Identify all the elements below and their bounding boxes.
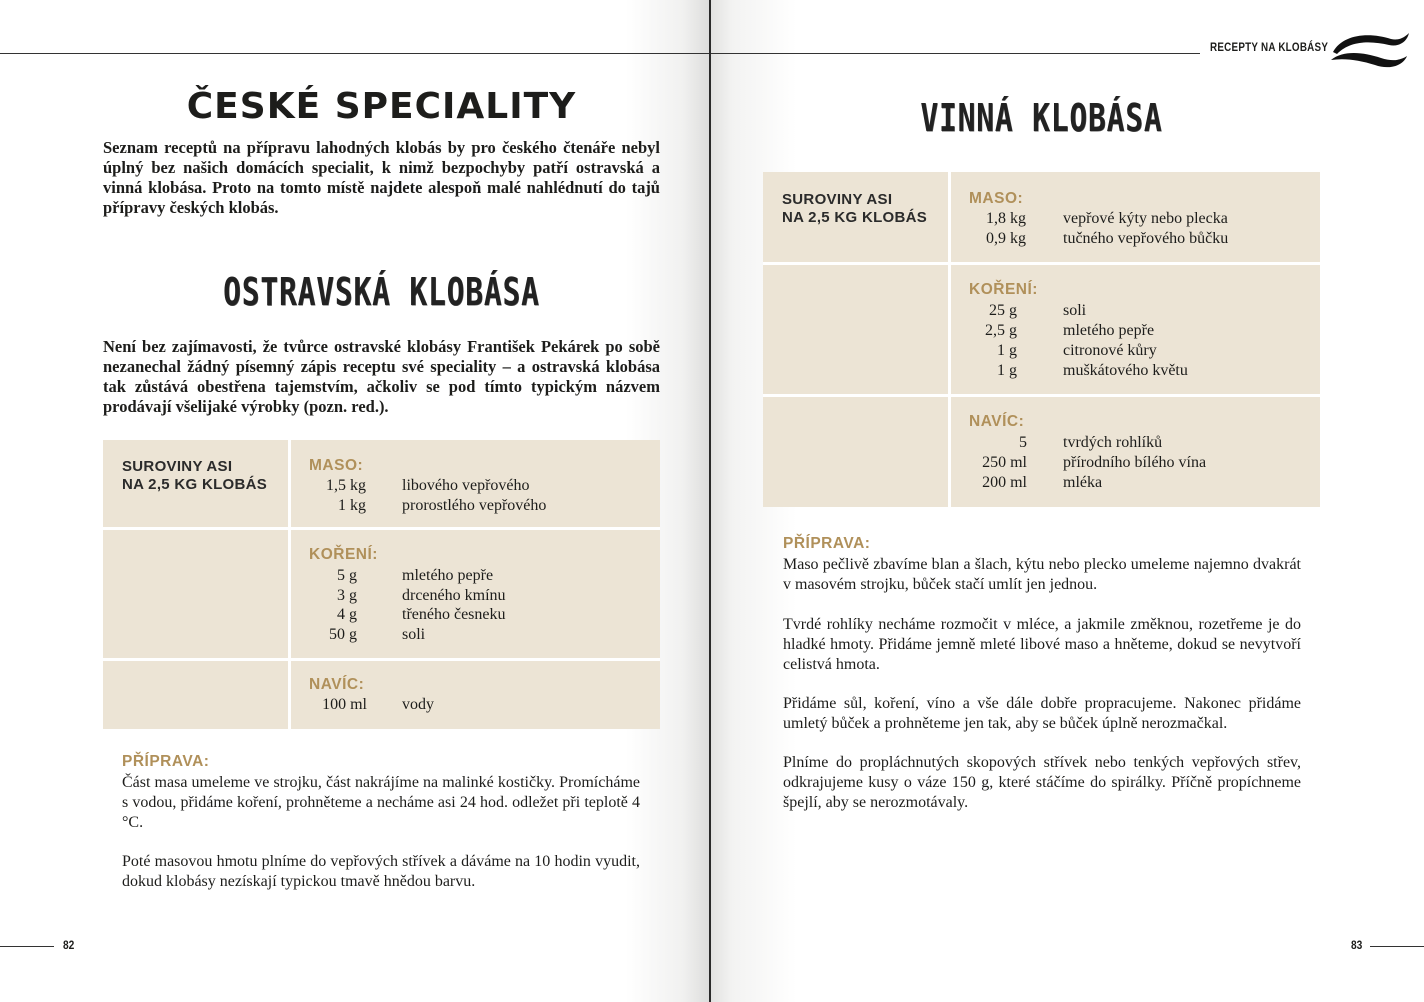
ingredients-label-line1: SUROVINY ASI <box>122 458 233 475</box>
page-title: ČESKÉ SPECIALITY <box>186 86 577 127</box>
table-row-maso <box>763 172 1320 265</box>
ingredient-name: přírodního bílého vína <box>1063 454 1207 471</box>
ingredient-qty: 1,8 kg <box>986 210 1026 227</box>
ingredient-name: tučného vepřového bůčku <box>1063 230 1229 247</box>
ingredient-qty: 1 g <box>997 342 1017 359</box>
ingredient-name: mléka <box>1063 474 1103 491</box>
section-title: MASO: <box>969 190 1024 207</box>
ingredient-qty: 100 ml <box>322 696 367 713</box>
ingredient-name: třeného česneku <box>402 606 506 623</box>
section-title: KOŘENÍ: <box>969 281 1038 298</box>
recipe-intro: Není bez zajímavosti, že tvůrce ostravské klobásy František Pekárek po sobě nezanechal žádný písemný zápis receptu své speciality – a ostravská klobása tak zůstává obestřena tajemstvím, ačkoliv se pod tímto typickým názvem prodávají všelijaké výrobky (pozn. red.). <box>103 337 660 416</box>
left-page <box>0 0 711 1002</box>
ingredient-qty: 2,5 g <box>985 322 1017 339</box>
ingredients-table <box>763 172 1320 507</box>
ingredient-name: tvrdých rohlíků <box>1063 434 1163 451</box>
ingredient-qty: 5 g <box>337 567 357 584</box>
ingredient-name: citronové kůry <box>1063 342 1157 359</box>
preparation-paragraph: Přidáme sůl, koření, víno a vše dále dobře propracujeme. Nakonec přidáme umletý bůček a prohněteme jen tak, aby se bůček úplně nerozmačkal. <box>783 695 1301 732</box>
ingredient-qty: 250 ml <box>982 454 1027 471</box>
section-title: MASO: <box>309 457 364 474</box>
section-title: KOŘENÍ: <box>309 546 378 563</box>
book-gutter <box>709 0 711 1002</box>
preparation-title: PŘÍPRAVA: <box>783 535 871 552</box>
ingredients-label <box>122 458 267 494</box>
preparation-paragraph: Maso pečlivě zbavíme blan a šlach, kýtu nebo plecko umeleme najemno dvakrát v masovém strojku, bůček stačí umlít jen jednou. <box>783 556 1301 593</box>
footer-rule <box>0 946 54 947</box>
ingredient-name: soli <box>1063 302 1087 319</box>
ingredients-label-line2: NA 2,5 KG KLOBÁS <box>122 476 268 493</box>
table-row-maso <box>103 440 660 530</box>
section-header-label: RECEPTY NA KLOBÁSY <box>1210 40 1329 54</box>
ingredient-qty: 3 g <box>337 587 357 604</box>
preparation-paragraph: Část masa umeleme ve strojku, část nakrájíme na malinké kostičky. Promícháme s vodou, přidáme koření, prohněteme a necháme asi 24 hod. odležet při teplotě 4 °C. <box>122 774 640 831</box>
right-page <box>711 0 1424 1002</box>
preparation-paragraph: Poté masovou hmotu plníme do vepřových střívek a dáváme na 10 hodin vyudit, dokud klobásy nezískají typickou tmavě hnědou barvu. <box>122 853 640 890</box>
ingredients-label-line2: NA 2,5 KG KLOBÁS <box>782 209 928 226</box>
section-title: NAVÍC: <box>309 676 365 693</box>
ingredient-name: vody <box>402 696 434 713</box>
intro-paragraph: Seznam receptů na přípravu lahodných klobás by pro českého čtenáře nebyl úplný bez našich domácích specialit, k nimž bezpochyby patří ostravská a vinná klobása. Proto na tomto místě najdete alespoň malé nahlédnutí do tajů přípravy českých klobás. <box>103 138 660 217</box>
ingredient-name: muškátového květu <box>1063 362 1188 379</box>
ingredient-name: soli <box>402 626 426 643</box>
ingredient-name: mletého pepře <box>402 567 494 584</box>
table-row-koreni <box>763 265 1320 397</box>
ingredient-name: vepřové kýty nebo plecka <box>1063 210 1228 227</box>
ingredient-qty: 1 kg <box>338 497 366 514</box>
ingredient-qty: 5 <box>1019 434 1027 451</box>
ingredient-name: mletého pepře <box>1063 322 1155 339</box>
section-title: NAVÍC: <box>969 413 1025 430</box>
header-rule <box>711 53 1200 54</box>
preparation-paragraph: Plníme do propláchnutých skopových střívek nebo tenkých vepřových střev, odkrajujeme kusy o váze 150 g, které stáčíme do spirálky. Příčně propíchneme špejlí, aby se nerozmotávaly. <box>783 754 1301 811</box>
page-number: 82 <box>63 938 75 952</box>
ingredient-qty: 50 g <box>329 626 357 643</box>
ingredient-name: prorostlého vepřového <box>402 497 547 514</box>
ingredient-name: drceného kmínu <box>402 587 506 604</box>
preparation-title: PŘÍPRAVA: <box>122 753 210 770</box>
header-rule <box>0 53 711 54</box>
footer-rule <box>1370 946 1424 947</box>
recipe-title: OSTRAVSKÁ KLOBÁSA <box>223 270 540 314</box>
page-number: 83 <box>1351 938 1363 952</box>
ingredient-qty: 1,5 kg <box>326 477 366 494</box>
preparation-paragraph: Tvrdé rohlíky necháme rozmočit v mléce, a jakmile změknou, rozetřeme je do hladké hmoty. Přidáme jemně mleté libové maso a hněteme, dokud se nevytvoří celistvá hmota. <box>783 616 1301 673</box>
ingredient-name: libového vepřového <box>402 477 530 494</box>
table-row-navic <box>103 661 660 729</box>
ingredient-qty: 1 g <box>997 362 1017 379</box>
table-row-navic <box>763 397 1320 507</box>
ingredients-label <box>782 191 927 227</box>
ingredient-qty: 4 g <box>337 606 357 623</box>
recipe-title: VINNÁ KLOBÁSA <box>920 96 1163 140</box>
ingredient-qty: 200 ml <box>982 474 1027 491</box>
ingredient-qty: 0,9 kg <box>986 230 1026 247</box>
wave-brush-logo-icon <box>1329 30 1411 70</box>
ingredients-label-line1: SUROVINY ASI <box>782 191 893 208</box>
table-row-koreni <box>103 530 660 661</box>
ingredient-qty: 25 g <box>989 302 1017 319</box>
ingredients-table <box>103 440 660 729</box>
